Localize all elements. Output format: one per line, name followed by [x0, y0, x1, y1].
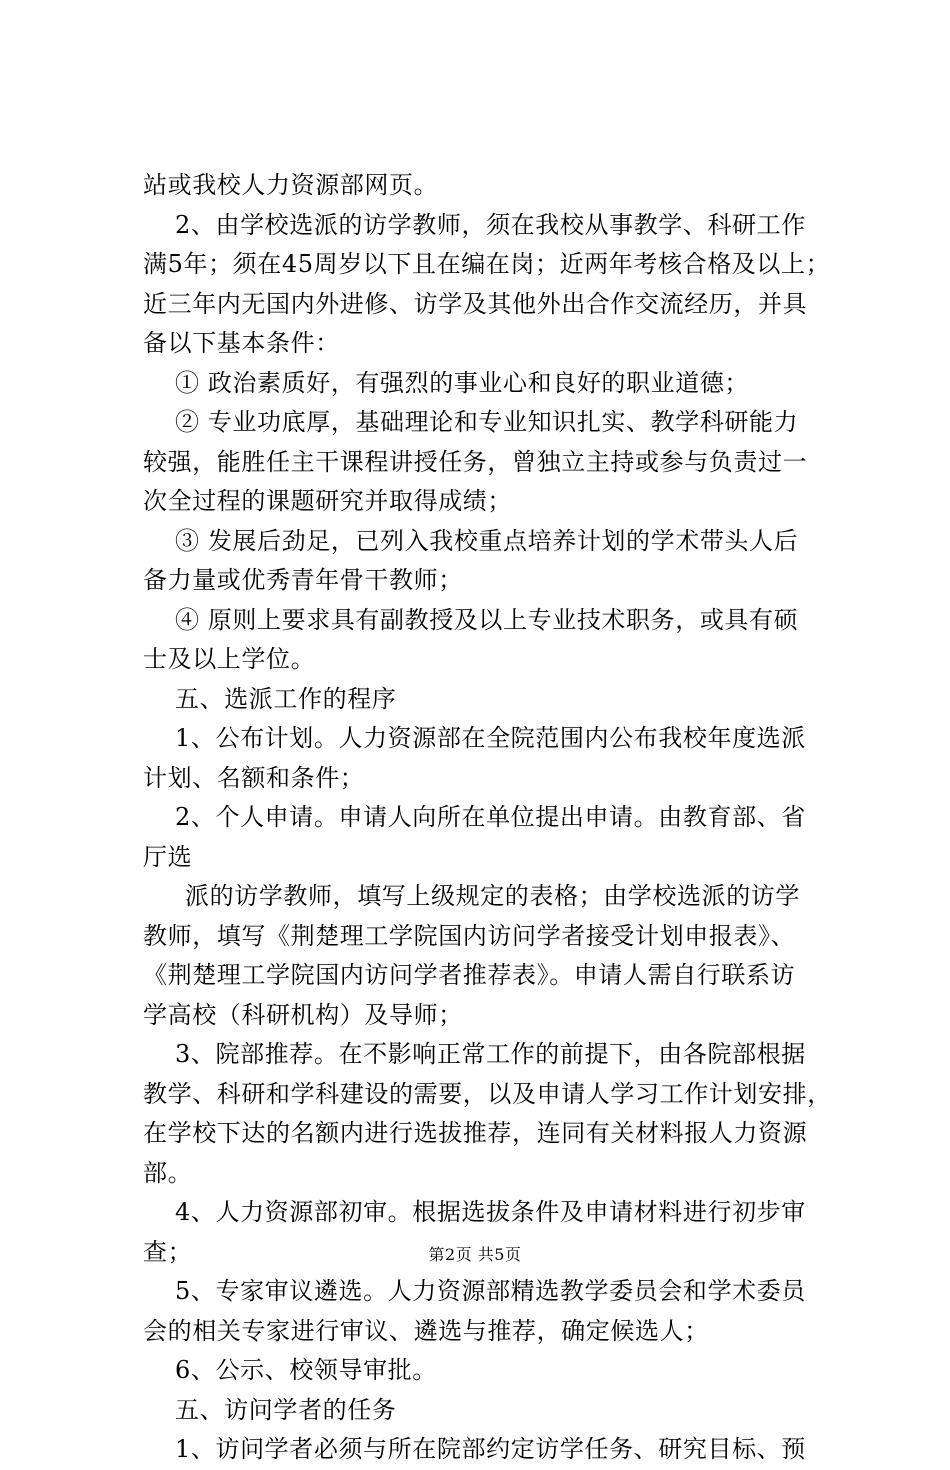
paragraph-line: 2、由学校选派的访学教师，须在我校从事教学、科研工作	[175, 210, 806, 239]
paragraph-line: 部。	[143, 1158, 193, 1187]
paragraph-line: 3、院部推荐。在不影响正常工作的前提下，由各院部根据	[175, 1040, 806, 1068]
paragraph-line: 教师，填写《荆楚理工学院国内访问学者接受计划申报表》、	[143, 921, 796, 950]
paragraph-line: 2、个人申请。申请人向所在单位提出申请。由教育部、省	[175, 803, 806, 831]
list-item: ④ 原则上要求具有副教授及以上专业技术职务，或具有硕	[175, 605, 799, 634]
paragraph-line: 较强，能胜任主干课程讲授任务，曾独立主持或参与负责过一	[143, 447, 808, 476]
paragraph-line: 次全过程的课题研究并取得成绩；	[143, 487, 512, 515]
list-item: ② 专业功底厚，基础理论和专业知识扎实、教学科研能力	[175, 408, 799, 436]
paragraph-line: 计划、名额和条件；	[143, 763, 365, 792]
paragraph-line: 5、专家审议遴选。人力资源部精选教学委员会和学术委员	[175, 1277, 806, 1305]
paragraph-line: 站或我校人力资源部网页。	[143, 171, 439, 199]
paragraph-line: 在学校下达的名额内进行选拔推荐，连同有关材料报人力资源	[143, 1119, 808, 1147]
paragraph-line: 备力量或优秀青年骨干教师；	[143, 566, 463, 594]
paragraph-line: 查；	[143, 1237, 193, 1266]
paragraph-line: 教学、科研和学科建设的需要，以及申请人学习工作计划安排，	[143, 1079, 832, 1108]
paragraph-line: 会的相关专家进行审议、遴选与推荐，确定候选人；	[143, 1316, 709, 1345]
paragraph-line: 1、公布计划。人力资源部在全院范围内公布我校年度选派	[175, 724, 806, 752]
paragraph-line: 满5年；须在45周岁以下且在编在岗；近两年考核合格及以上；	[143, 250, 831, 278]
paragraph-line: 士及以上学位。	[143, 645, 316, 673]
page-number: 第2页 共5页	[428, 1245, 522, 1264]
paragraph-line: 派的访学教师，填写上级规定的表格；由学校选派的访学	[185, 882, 800, 910]
paragraph-line: 厅选	[143, 842, 193, 871]
paragraph-line: 6、公示、校领导审批。	[175, 1356, 437, 1384]
paragraph-line: 1、访问学者必须与所在院部约定访学任务、研究目标、预	[175, 1435, 806, 1463]
paragraph-line: 备以下基本条件：	[143, 329, 340, 357]
paragraph-line: 学高校（科研机构）及导师；	[143, 1000, 463, 1029]
list-item: ③ 发展后劲足，已列入我校重点培养计划的学术带头人后	[175, 526, 799, 555]
paragraph-line: 《荆楚理工学院国内访问学者推荐表》。申请人需自行联系访	[143, 961, 796, 989]
paragraph-line: 4、人力资源部初审。根据选拔条件及申请材料进行初步审	[175, 1198, 806, 1226]
document-body	[143, 166, 833, 1470]
section-heading: 五、访问学者的任务	[175, 1395, 397, 1424]
list-item: ① 政治素质好，有强烈的事业心和良好的职业道德；	[175, 368, 750, 397]
section-heading: 五、选派工作的程序	[175, 684, 397, 713]
paragraph-line: 近三年内无国内外进修、访学及其他外出合作交流经历，并具	[143, 289, 808, 318]
